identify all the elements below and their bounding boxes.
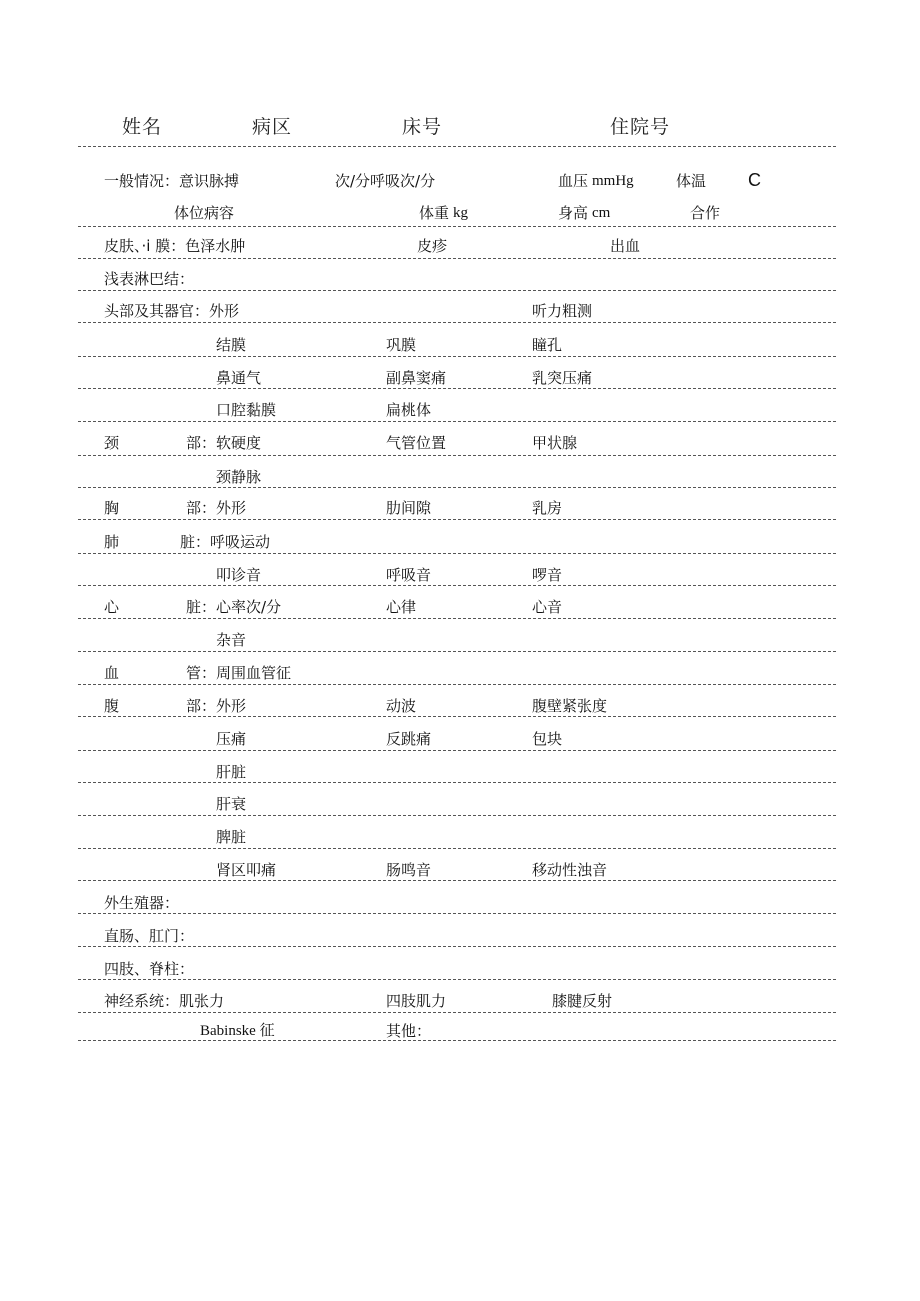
divider [78,848,836,849]
cooperation-label: 合作 [690,204,721,222]
bowel-sound-label: 肠鸣音 [386,861,432,879]
thyroid-label: 甲状腺 [532,434,578,452]
hearing-label: 听力粗测 [532,302,593,320]
divider [78,618,836,619]
conjunctiva-label: 结膜 [216,336,247,354]
weight-label: 体重 [419,204,450,222]
rale-label: 啰音 [532,566,563,584]
abdomen-shape-label: 部：外形 [186,697,247,715]
mass-label: 包块 [532,730,563,748]
trachea-label: 气管位置 [386,434,447,452]
percussion-label: 叩诊音 [216,566,262,584]
shifting-dullness-label: 移动性浊音 [532,861,608,879]
chest-shape-label: 部：外形 [186,499,247,517]
respiratory-motion-label: 脏：呼吸运动 [180,533,271,551]
neck-label: 颈 [104,434,120,452]
divider [78,880,836,881]
divider [78,388,836,389]
bed-number-label: 床号 [402,116,443,138]
divider [78,519,836,520]
genital-label: 外生殖器： [104,894,180,912]
divider [78,553,836,554]
divider [78,913,836,914]
jugular-label: 颈静脉 [216,468,262,486]
divider [78,356,836,357]
lung-label: 肺 [104,533,120,551]
murmur-label: 杂音 [216,631,247,649]
tonsil-label: 扁桃体 [386,401,432,419]
bleeding-label: 出血 [610,237,641,255]
divider [78,946,836,947]
divider [78,684,836,685]
oral-mucosa-label: 口腔黏膜 [216,401,277,419]
liver-secondary-label: 肝衰 [216,795,247,813]
other-label: 其他： [386,1022,432,1040]
knee-reflex-label: 膝腱反射 [552,992,613,1010]
heart-label: 心 [104,598,120,616]
divider [78,322,836,323]
heart-rate-label: 脏：心率次/分 [186,598,282,616]
divider [78,455,836,456]
posture-label: 体位病容 [174,204,235,222]
divider [78,1012,836,1013]
spleen-label: 脾脏 [216,828,247,846]
divider [78,651,836,652]
divider [78,1040,836,1041]
rebound-label: 反跳痛 [386,730,432,748]
divider [78,487,836,488]
intercostal-label: 肋间隙 [386,499,432,517]
divider [78,782,836,783]
peripheral-vessel-label: 管：周围血管征 [186,664,292,682]
name-label: 姓名 [122,116,163,138]
abdomen-label: 腹 [104,697,120,715]
divider [78,258,836,259]
kidney-percussion-label: 肾区叩痛 [216,861,277,879]
ward-label: 病区 [252,116,293,138]
rectum-label: 直肠、肛门： [104,927,195,945]
divider [78,815,836,816]
peristalsis-label: 动波 [386,697,417,715]
rash-label: 皮疹 [417,237,448,255]
head-label: 头部及其器官：外形 [104,302,240,320]
heart-sound-label: 心音 [532,598,563,616]
neuro-label: 神经系统：肌张力 [104,992,225,1010]
temperature-unit: C [748,170,761,190]
rhythm-label: 心律 [386,598,417,616]
divider [78,421,836,422]
breast-label: 乳房 [532,499,563,517]
temperature-label: 体温 [676,172,707,190]
nasal-label: 鼻通气 [216,369,262,387]
mastoid-label: 乳突压痛 [532,369,593,387]
divider [78,290,836,291]
chest-label: 胸 [104,499,120,517]
neck-firmness-label: 部：软硬度 [186,434,262,452]
weight-unit: kg [453,205,468,221]
divider [78,585,836,586]
divider [78,146,836,147]
form-header [0,0,920,150]
limb-strength-label: 四肢肌力 [386,992,447,1010]
divider [78,750,836,751]
divider [78,979,836,980]
breath-sound-label: 呼吸音 [386,566,432,584]
admission-number-label: 住院号 [610,116,671,138]
height-label: 身高 [558,204,589,222]
sclera-label: 巩膜 [386,336,417,354]
divider [78,226,836,227]
tenderness-label: 压痛 [216,730,247,748]
limbs-label: 四肢、脊柱： [104,960,195,978]
bp-unit: mmHg [592,173,634,189]
height-unit: cm [592,205,611,221]
pupil-label: 瞳孔 [532,336,563,354]
skin-label: 皮肤、·i 膜：色泽水肿 [104,237,246,255]
vessel-label: 血 [104,664,120,682]
bp-label: 血压 [558,172,589,190]
babinski-label: Babinske 征 [200,1023,275,1039]
abdominal-tension-label: 腹壁紧张度 [532,697,608,715]
rate-label: 次/分呼吸次/分 [335,172,436,190]
divider [78,716,836,717]
general-label: 一般情况：意识脉搏 [104,172,240,190]
liver-label: 肝脏 [216,763,247,781]
sinus-label: 副鼻窦痛 [386,369,447,387]
lymph-label: 浅表淋巴结： [104,270,195,288]
